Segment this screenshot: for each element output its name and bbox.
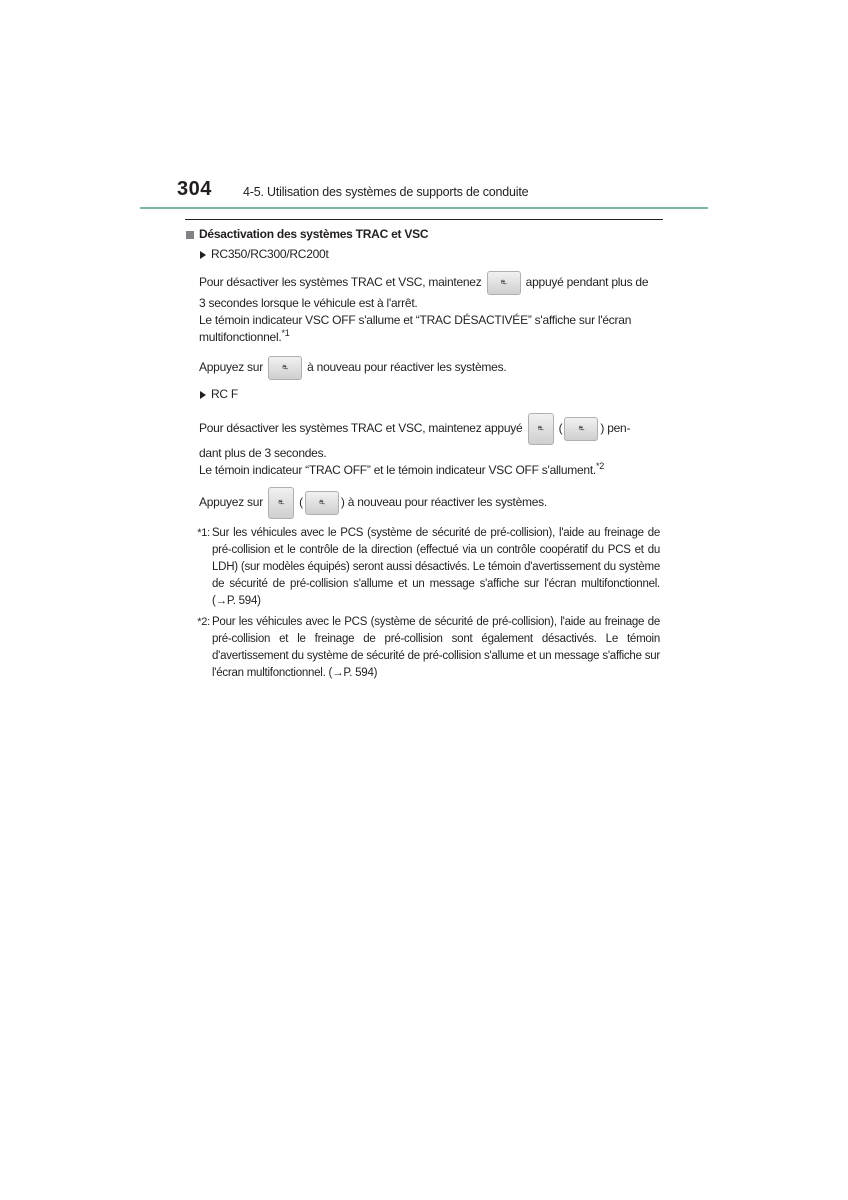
text-run: Appuyez sur [199, 495, 263, 510]
footnote-mark: *2: [197, 616, 210, 628]
heading-text: Désactivation des systèmes TRAC et VSC [199, 227, 429, 241]
rcf-reactivate [199, 487, 660, 519]
footnote-2 [186, 614, 660, 682]
text-run: ( [299, 495, 303, 510]
vsc-off-button-icon [268, 487, 294, 519]
text-run: ( [558, 421, 563, 436]
text-run: multifonctionnel. [199, 330, 282, 344]
footnote-ref: *1 [281, 328, 290, 338]
model-label-rcf [200, 386, 660, 403]
rc350-instructions [199, 271, 660, 346]
vsc-off-button-icon [528, 413, 554, 445]
model-label-rc350 [200, 246, 660, 263]
section-title: 4-5. Utilisation des systèmes de supports de conduite [243, 185, 529, 199]
text-run: Pour désactiver les systèmes TRAC et VSC, maintenez [199, 275, 482, 290]
vsc-off-button-icon [268, 356, 302, 380]
text-line: Le témoin indicateur VSC OFF s'allume et “TRAC DÉSACTIVÉE” s'affiche sur l'écran [199, 313, 632, 327]
text-run: ) pen- [600, 421, 631, 436]
square-bullet-icon [186, 231, 194, 239]
content-rule [185, 219, 663, 220]
text-run: Appuyez sur [199, 360, 263, 375]
car-skid-icon: ⛐ [578, 425, 585, 433]
rc350-reactivate [199, 356, 660, 380]
vsc-off-button-icon [487, 271, 521, 295]
car-skid-icon: ⛐ [537, 425, 544, 433]
car-skid-icon: ⛐ [318, 499, 325, 507]
footnote-ref: *2 [596, 461, 605, 471]
section-heading [186, 226, 660, 243]
model-text: RC F [211, 387, 238, 401]
footnote-1 [186, 525, 660, 610]
vsc-off-button-icon [305, 491, 339, 515]
footnote-mark: *1: [197, 527, 210, 539]
model-text: RC350/RC300/RC200t [211, 247, 329, 261]
footnote-text: Sur les véhicules avec le PCS (système de sécurité de pré-collision), l'aide au freinage de pré-collision et le contrôle de la direction (effectué via un contrôle coopératif du PCS et du LDH) (sur modèles équipés) seront aussi désactivés. Le témoin d'avertissement du système de sécurité de pré-collision s'allume et un message s'affiche sur l'écran multifonctionnel. (→P. 594) [212, 527, 660, 607]
page-content [186, 226, 660, 682]
page-number: 304 [177, 178, 212, 200]
text-line: dant plus de 3 secondes. [199, 446, 327, 460]
triangle-bullet-icon [200, 251, 206, 259]
rcf-instructions [199, 413, 660, 479]
text-run: ) à nouveau pour réactiver les systèmes. [340, 495, 547, 510]
footnote-text: Pour les véhicules avec le PCS (système de sécurité de pré-collision), l'aide au freinage de pré-collision et le freinage de pré-collision sont également désactivés. Le témoin d'avertissement du système de sécurité de pré-collision s'allume et un message s'affiche sur l'écran multifonctionnel. (→P. 594) [212, 616, 660, 679]
text-run: à nouveau pour réactiver les systèmes. [307, 360, 507, 375]
triangle-bullet-icon [200, 391, 206, 399]
text-line: 3 secondes lorsque le véhicule est à l'arrêt. [199, 296, 418, 310]
text-run: Pour désactiver les systèmes TRAC et VSC, maintenez appuyé [199, 421, 523, 436]
car-skid-icon: ⛐ [278, 499, 284, 507]
text-run: appuyé pendant plus de [525, 275, 649, 290]
car-skid-icon: ⛐ [282, 364, 288, 372]
text-run: Le témoin indicateur “TRAC OFF” et le témoin indicateur VSC OFF s'allument. [199, 463, 597, 477]
vsc-off-button-icon [564, 417, 598, 441]
car-skid-icon: ⛐ [500, 279, 507, 287]
header-rule [140, 207, 708, 209]
